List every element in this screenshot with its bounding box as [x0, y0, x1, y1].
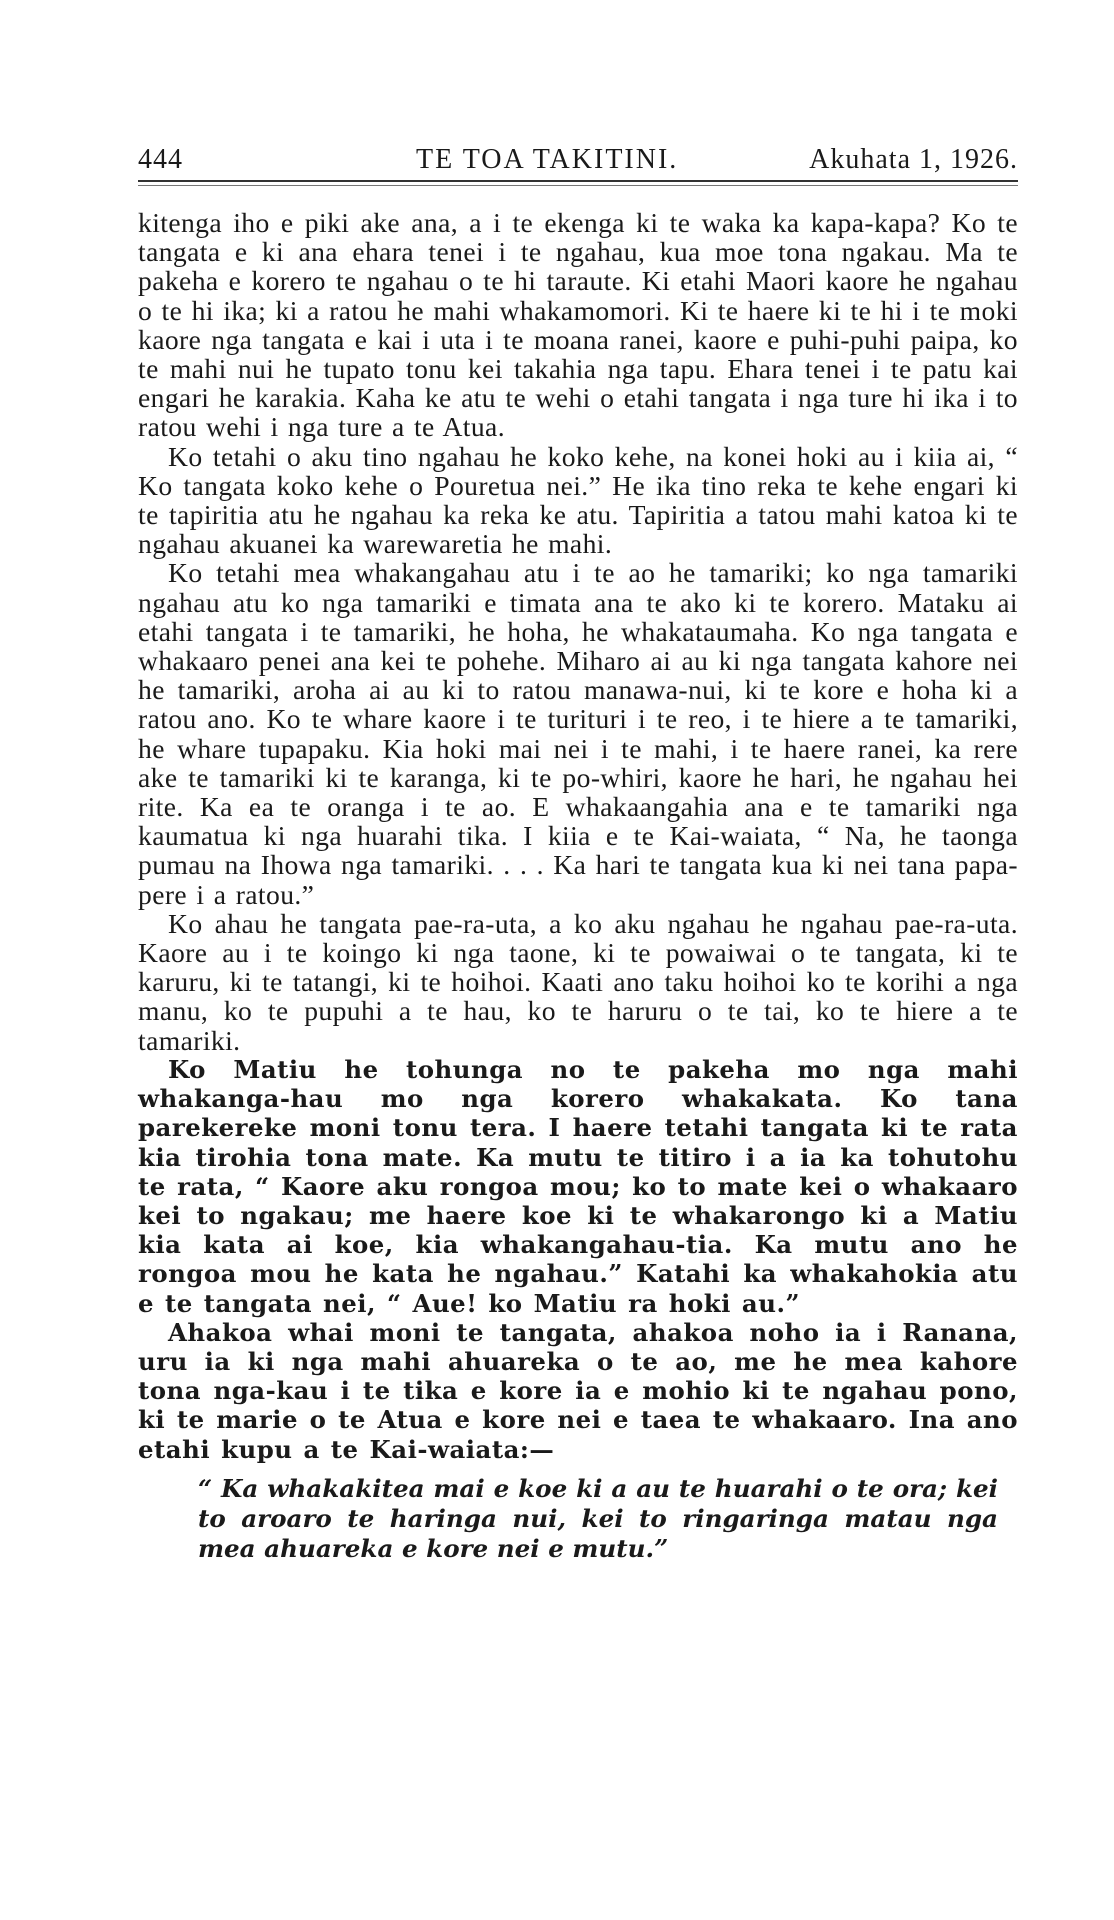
paragraph-3: Ko tetahi mea whakangahau atu i te ao he tamariki; ko nga tamariki ngahau atu ko nga tamariki e timata ana te ako ki te korero. Mataku ai etahi tangata i te tamariki, he hoha, he whakataumaha. Ko nga tangata e whakaaro penei ana kei te pohehe. Miharo ai au ki nga tangata kahore nei he tamariki, aroha ai au ki to ratou manawa-nui, ki te kore e hoha ki a ratou ano. Ko te whare kaore i te turituri i te reo, i te hiere a te tamariki, he whare tupapaku. Kia hoki mai nei i te mahi, i te haere ranei, ka rere ake te tamariki ki te karanga, ki te po-whiri, kaore he hari, he ngahau hei rite. Ka ea te oranga i te ao. E whakaangahia ana e te tamariki nga kaumatua ki nga huarahi tika. I kiia e te Kai-waiata, “ Na, he taonga pumau na Ihowa nga tamariki. . . . Ka hari te tangata kua ki nei tana papa-pere i a ratou.” — [138, 557, 1018, 910]
publication-title: TE TOA TAKITINI. — [416, 144, 679, 175]
header-rule — [138, 180, 1018, 182]
paragraph-1: kitenga iho e piki ake ana, a i te ekenga ki te waka ka kapa-kapa? Ko te tangata e ki ana ehara tenei i te ngahau, kua moe tona ngakau. Ma te pakeha e korero te ngahau o te hi taraute. Ki etahi Maori kaore he ngahau o te hi ika; ki a ratou he mahi whakamomori. Ki te haere ki te hi i te moki kaore nga tangata e kai i uta i te moana ranei, kaore e puhi-puhi paipa, ko te mahi nui he tupato tonu kei takahia nga tapu. Ehara tenei i te patu kai engari he karakia. Kaha ke atu te wehi o etahi tangata i nga ture hi ika i to ratou wehi i nga ture a te Atua. — [138, 207, 1018, 443]
paragraph-2: Ko tetahi o aku tino ngahau he koko kehe, na konei hoki au i kiia ai, “ Ko tangata koko kehe o Pouretua nei.” He ika tino reka te kehe engari ki te tapiritia atu he ngahau ka reka ke atu. Tapiritia a tatou mahi katoa ki te ngahau akuanei ka warewaretia he mahi. — [138, 440, 1018, 560]
page — [138, 140, 1018, 1564]
header-rule-thin — [138, 185, 1018, 186]
paragraph-5: Ko Matiu he tohunga no te pakeha mo nga mahi whakanga-hau mo nga korero whakakata. Ko tana parekereke moni tonu tera. I haere tetahi tangata ki te rata kia tirohia tona mate. Ka mutu te titiro i a ia ka tohutohu te rata, “ Kaore aku rongoa mou; ko to mate kei o whakaaro kei to ngakau; me haere koe ki te whakarongo ki a Matiu kia kata ai koe, kia whakangahau-tia. Ka mutu ano he rongoa mou he kata he ngahau.” Katahi ka whakahokia atu e te tangata nei, “ Aue! ko Matiu ra hoki au.” — [138, 1054, 1018, 1318]
paragraph-4: Ko ahau he tangata pae-ra-uta, a ko aku ngahau he ngahau pae-ra-uta. Kaore au i te koingo ki nga taone, ki te powaiwai o te tangata, ki te karuru, ki te tatangi, ki te hoihoi. Kaati ano taku hoihoi ko te korihi a nga manu, ko te pupuhi a te hau, ko te haruru o te tai, ko te hiere a te tamariki. — [138, 907, 1018, 1056]
issue-date: Akuhata 1, 1926. — [809, 144, 1018, 175]
running-header — [138, 140, 1018, 178]
scripture-quote: “ Ka whakakitea mai e koe ki a au te huarahi o te ora; kei to aroaro te haringa nui, kei to ringaringa matau nga mea ahuareka e kore nei e mutu.” — [198, 1473, 998, 1563]
paragraph-6: Ahakoa whai moni te tangata, ahakoa noho ia i Ranana, uru ia ki nga mahi ahuareka o te ao, me he mea kahore tona nga-kau i te tika e kore ia e mohio ki te ngahau pono, ki te marie o te Atua e kore nei e taea te whakaaro. Ina ano etahi kupu a te Kai-waiata:— — [138, 1317, 1018, 1464]
page-number: 444 — [138, 144, 183, 175]
article-body — [138, 208, 1018, 1464]
